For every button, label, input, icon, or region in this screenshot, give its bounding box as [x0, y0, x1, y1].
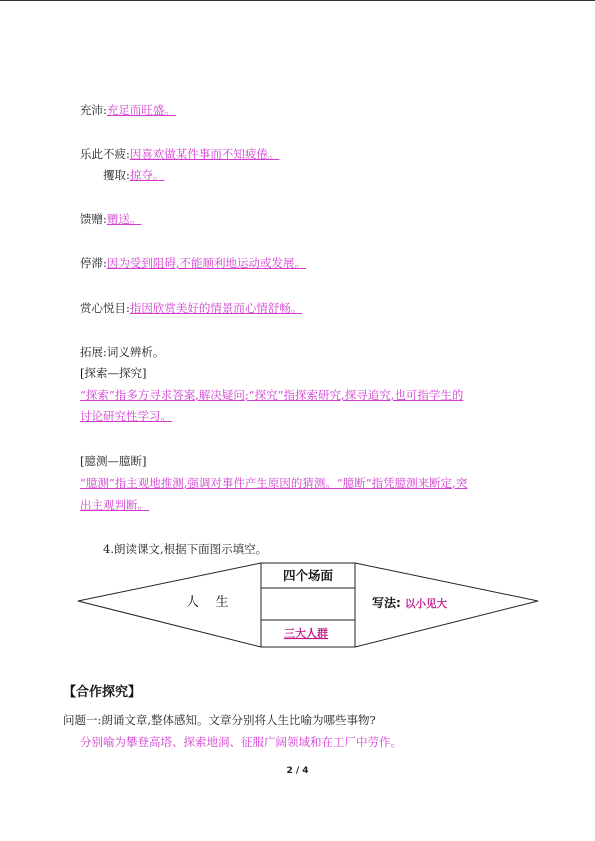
- q1-question: 问题一:朗诵文章,整体感知。文章分别将人生比喻为哪些事物?: [63, 713, 376, 727]
- vocab-term: 馈赠:: [80, 212, 107, 226]
- pair1-explanation-line2: 讨论研究性学习。: [80, 409, 172, 423]
- question-4: 4.朗读课文,根据下面图示填空。: [103, 542, 268, 556]
- vocab-answer: 因为受到阻碍,不能顺利地运动或发展。: [106, 256, 307, 270]
- pair1-label: [探索—探究]: [80, 366, 147, 380]
- vocab-term: 充沛:: [80, 103, 107, 117]
- pair2-label: [臆测—臆断]: [80, 454, 147, 468]
- vocab-term: 乐此不疲:: [80, 147, 130, 161]
- extension-label: 拓展:词义辨析。: [80, 345, 165, 359]
- vocab-answer: 充足而旺盛。: [106, 103, 176, 117]
- vocab-answer: 掠夺。: [129, 168, 165, 182]
- q1-answer: 分别喻为攀登高塔、探索地洞、征服广阔领域和在工厂中劳作。: [80, 735, 402, 749]
- pair2-explanation-line1: “臆测”指主观地推测,强调对事件产生原因的猜测。“臆断”指凭臆测来断定,突: [80, 476, 468, 490]
- page-number: 2 / 4: [286, 766, 309, 776]
- pair2-explanation-line2: 出主观判断。: [80, 498, 149, 512]
- vocab-answer: 因喜欢做某件事而不知疲倦。: [129, 147, 280, 161]
- vocab-term: 停滞:: [80, 256, 107, 270]
- vocab-answer: 指因欣赏美好的情景而心情舒畅。: [129, 301, 303, 315]
- vocab-term: 赏心悦目:: [80, 301, 130, 315]
- vocab-term: 攫取:: [103, 168, 130, 182]
- section-title: 【合作探究】: [63, 685, 142, 700]
- pair1-explanation-line1: “探索”指多方寻求答案,解决疑问;“探究”指探索研究,探寻追究,也可指学生的: [80, 388, 464, 402]
- diagram-right-answer: 以小见大: [405, 598, 447, 610]
- vocab-answer: 赠送。: [106, 212, 142, 226]
- diagram-top-box-label: 四个场面: [282, 568, 334, 583]
- diagram-bottom-box-answer: 三大人群: [284, 627, 328, 640]
- diagram-right-label: 写法:: [372, 596, 401, 610]
- diagram-left-label: 人 生: [186, 595, 229, 610]
